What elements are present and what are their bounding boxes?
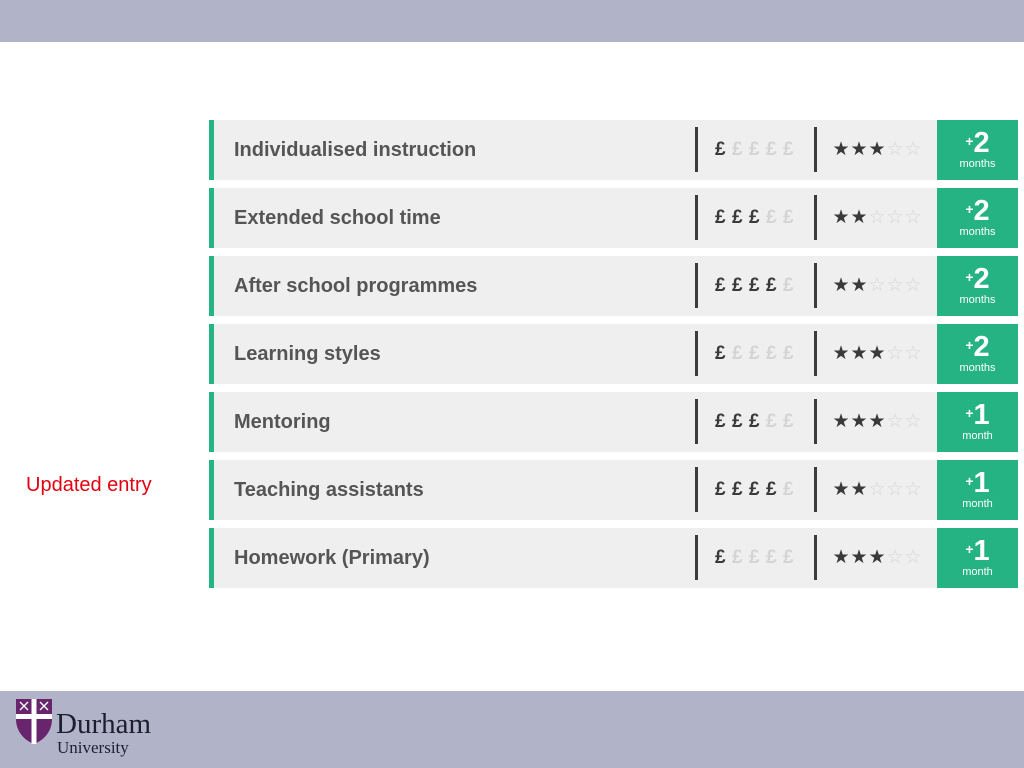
pound-filled-icon: £ — [766, 479, 777, 500]
impact-sign: + — [965, 269, 974, 285]
pound-filled-icon: £ — [715, 411, 726, 432]
star-filled-icon: ★ — [850, 343, 868, 364]
column-divider — [814, 467, 817, 512]
cost-rating — [715, 528, 800, 588]
star-empty-icon: ☆ — [904, 275, 922, 296]
impact-value: 1 — [973, 399, 990, 431]
column-divider — [695, 467, 698, 512]
toolkit-row[interactable] — [209, 528, 1018, 588]
pound-empty-icon: £ — [749, 343, 760, 364]
impact-sign: + — [965, 473, 974, 489]
impact-badge — [937, 528, 1018, 588]
strategy-title: Learning styles — [234, 343, 381, 365]
star-filled-icon: ★ — [850, 411, 868, 432]
column-divider — [695, 195, 698, 240]
pound-empty-icon: £ — [783, 343, 794, 364]
cost-rating — [715, 460, 800, 520]
star-filled-icon: ★ — [832, 207, 850, 228]
star-filled-icon: ★ — [850, 547, 868, 568]
star-empty-icon: ☆ — [868, 479, 886, 500]
pound-filled-icon: £ — [749, 207, 760, 228]
toolkit-row[interactable] — [209, 120, 1018, 180]
star-empty-icon: ☆ — [886, 275, 904, 296]
column-divider — [814, 263, 817, 308]
updated-entry-note: Updated entry — [26, 474, 152, 496]
star-filled-icon: ★ — [868, 411, 886, 432]
evidence-rating — [832, 120, 922, 180]
pound-empty-icon: £ — [783, 275, 794, 296]
impact-value: 2 — [973, 195, 990, 227]
pound-empty-icon: £ — [766, 139, 777, 160]
star-empty-icon: ☆ — [868, 207, 886, 228]
impact-sign: + — [965, 541, 974, 557]
pound-filled-icon: £ — [749, 479, 760, 500]
strategy-title: Extended school time — [234, 207, 441, 229]
star-empty-icon: ☆ — [904, 479, 922, 500]
star-empty-icon: ☆ — [886, 343, 904, 364]
pound-empty-icon: £ — [732, 343, 743, 364]
impact-unit: months — [959, 362, 996, 374]
pound-empty-icon: £ — [732, 139, 743, 160]
toolkit-rows-list — [209, 120, 1018, 596]
impact-unit: month — [962, 566, 993, 578]
star-filled-icon: ★ — [868, 547, 886, 568]
impact-value: 2 — [973, 263, 990, 295]
star-filled-icon: ★ — [832, 479, 850, 500]
evidence-rating — [832, 324, 922, 384]
toolkit-row[interactable] — [209, 324, 1018, 384]
pound-filled-icon: £ — [732, 479, 743, 500]
star-empty-icon: ☆ — [886, 207, 904, 228]
cost-rating — [715, 392, 800, 452]
toolkit-row[interactable] — [209, 460, 1018, 520]
pound-filled-icon: £ — [715, 139, 726, 160]
impact-badge — [937, 460, 1018, 520]
logo-name: Durham — [56, 708, 152, 740]
pound-empty-icon: £ — [749, 139, 760, 160]
pound-empty-icon: £ — [783, 479, 794, 500]
column-divider — [814, 127, 817, 172]
column-divider — [695, 399, 698, 444]
star-empty-icon: ☆ — [904, 139, 922, 160]
impact-badge — [937, 324, 1018, 384]
cost-rating — [715, 120, 800, 180]
strategy-title: Mentoring — [234, 411, 331, 433]
pound-empty-icon: £ — [783, 547, 794, 568]
impact-value: 2 — [973, 127, 990, 159]
star-empty-icon: ☆ — [886, 479, 904, 500]
star-empty-icon: ☆ — [886, 139, 904, 160]
strategy-title: After school programmes — [234, 275, 478, 297]
pound-empty-icon: £ — [749, 547, 760, 568]
star-filled-icon: ★ — [850, 207, 868, 228]
column-divider — [695, 263, 698, 308]
impact-unit: month — [962, 498, 993, 510]
pound-filled-icon: £ — [715, 207, 726, 228]
durham-crest-icon — [14, 697, 54, 745]
impact-sign: + — [965, 133, 974, 149]
impact-badge — [937, 120, 1018, 180]
pound-filled-icon: £ — [732, 275, 743, 296]
durham-university-logo[interactable] — [14, 697, 174, 761]
star-filled-icon: ★ — [868, 139, 886, 160]
impact-value: 1 — [973, 467, 990, 499]
pound-empty-icon: £ — [732, 547, 743, 568]
star-filled-icon: ★ — [832, 411, 850, 432]
cost-rating — [715, 188, 800, 248]
cost-rating — [715, 324, 800, 384]
impact-value: 1 — [973, 535, 990, 567]
impact-badge — [937, 256, 1018, 316]
star-filled-icon: ★ — [868, 343, 886, 364]
star-filled-icon: ★ — [832, 275, 850, 296]
star-empty-icon: ☆ — [886, 411, 904, 432]
pound-empty-icon: £ — [783, 207, 794, 228]
toolkit-row[interactable] — [209, 392, 1018, 452]
pound-filled-icon: £ — [715, 479, 726, 500]
impact-unit: month — [962, 430, 993, 442]
star-filled-icon: ★ — [832, 139, 850, 160]
impact-sign: + — [965, 405, 974, 421]
column-divider — [814, 399, 817, 444]
impact-badge — [937, 188, 1018, 248]
strategy-title: Teaching assistants — [234, 479, 424, 501]
star-filled-icon: ★ — [832, 547, 850, 568]
cost-rating — [715, 256, 800, 316]
impact-unit: months — [959, 158, 996, 170]
star-empty-icon: ☆ — [904, 411, 922, 432]
column-divider — [814, 331, 817, 376]
impact-unit: months — [959, 294, 996, 306]
pound-filled-icon: £ — [715, 547, 726, 568]
impact-sign: + — [965, 337, 974, 353]
star-filled-icon: ★ — [850, 139, 868, 160]
pound-filled-icon: £ — [715, 343, 726, 364]
evidence-rating — [832, 392, 922, 452]
strategy-title: Homework (Primary) — [234, 547, 430, 569]
column-divider — [695, 331, 698, 376]
pound-empty-icon: £ — [783, 139, 794, 160]
pound-filled-icon: £ — [732, 207, 743, 228]
pound-filled-icon: £ — [766, 275, 777, 296]
evidence-rating — [832, 528, 922, 588]
star-empty-icon: ☆ — [904, 343, 922, 364]
star-empty-icon: ☆ — [868, 275, 886, 296]
logo-subtitle: University — [57, 738, 129, 757]
toolkit-row[interactable] — [209, 188, 1018, 248]
star-empty-icon: ☆ — [886, 547, 904, 568]
top-banner — [0, 0, 1024, 42]
evidence-rating — [832, 188, 922, 248]
pound-empty-icon: £ — [766, 411, 777, 432]
pound-filled-icon: £ — [715, 275, 726, 296]
evidence-rating — [832, 256, 922, 316]
impact-unit: months — [959, 226, 996, 238]
pound-empty-icon: £ — [766, 547, 777, 568]
column-divider — [814, 195, 817, 240]
toolkit-row[interactable] — [209, 256, 1018, 316]
bottom-banner — [0, 691, 1024, 768]
pound-filled-icon: £ — [749, 275, 760, 296]
impact-sign: + — [965, 201, 974, 217]
strategy-title: Individualised instruction — [234, 139, 477, 161]
impact-value: 2 — [973, 331, 990, 363]
star-empty-icon: ☆ — [904, 207, 922, 228]
star-filled-icon: ★ — [850, 275, 868, 296]
pound-empty-icon: £ — [783, 411, 794, 432]
impact-badge — [937, 392, 1018, 452]
pound-empty-icon: £ — [766, 343, 777, 364]
pound-filled-icon: £ — [749, 411, 760, 432]
star-filled-icon: ★ — [850, 479, 868, 500]
star-empty-icon: ☆ — [904, 547, 922, 568]
star-filled-icon: ★ — [832, 343, 850, 364]
evidence-rating — [832, 460, 922, 520]
pound-empty-icon: £ — [766, 207, 777, 228]
column-divider — [695, 127, 698, 172]
column-divider — [695, 535, 698, 580]
pound-filled-icon: £ — [732, 411, 743, 432]
column-divider — [814, 535, 817, 580]
